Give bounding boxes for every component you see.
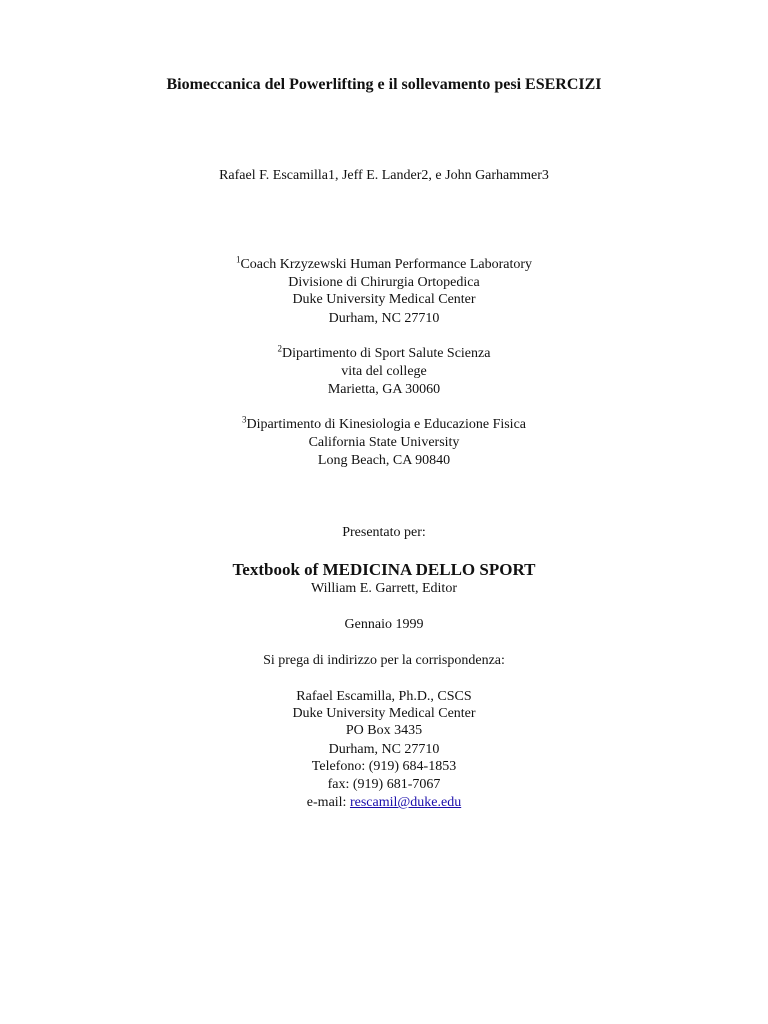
contact-email-label: e-mail:: [306, 795, 350, 810]
contact-phone: Telefono: (919) 684-1853: [311, 759, 457, 774]
affiliation-3-line-1: $^3$Dipartimento di Kinesiologia e Educazione Fisica: [241, 414, 527, 432]
affiliation-3-marker: 3: [241, 414, 247, 425]
contact-po-box: PO Box 3435: [345, 723, 423, 738]
presented-for-label: Presentato per:: [342, 525, 426, 540]
publication-date: Gennaio 1999: [344, 617, 424, 632]
paper-title: Biomeccanica del Powerlifting e il sollevamento pesi ESERCIZI: [166, 76, 602, 93]
contact-institution: Duke University Medical Center: [292, 706, 476, 721]
affiliation-1-line-4: Durham, NC 27710: [328, 311, 440, 326]
contact-city: Durham, NC 27710: [328, 742, 440, 757]
book-title: Textbook of MEDICINA DELLO SPORT: [232, 560, 536, 579]
affiliation-3-line-2: California State University: [308, 435, 460, 450]
contact-name: Rafael Escamilla, Ph.D., CSCS: [296, 689, 472, 704]
affiliation-3-line-3: Long Beach, CA 90840: [317, 453, 451, 468]
affiliation-1-line-2: Divisione di Chirurgia Ortopedica: [288, 275, 480, 290]
contact-fax: fax: (919) 681-7067: [327, 777, 441, 792]
author-list: Rafael F. Escamilla1, Jeff E. Lander2, e John Garhammer3: [219, 168, 549, 183]
affiliation-1-line-3: Duke University Medical Center: [292, 292, 476, 307]
affiliation-1-marker: 1: [235, 254, 241, 265]
affiliation-2-line-3: Marietta, GA 30060: [327, 382, 441, 397]
affiliation-2-line-1: $^2$Dipartimento di Sport Salute Scienza: [277, 343, 491, 361]
book-editor: William E. Garrett, Editor: [310, 581, 457, 596]
correspondence-label: Si prega di indirizzo per la corrispondenza:: [263, 653, 505, 668]
affiliation-2-marker: 2: [277, 343, 283, 354]
affiliation-1-line-1: $^1$Coach Krzyzewski Human Performance Laboratory: [235, 254, 533, 272]
contact-email-link[interactable]: rescamil@duke.edu: [349, 795, 462, 810]
contact-email-line: [0, 794, 768, 812]
affiliation-2-line-2: vita del college: [341, 364, 427, 379]
